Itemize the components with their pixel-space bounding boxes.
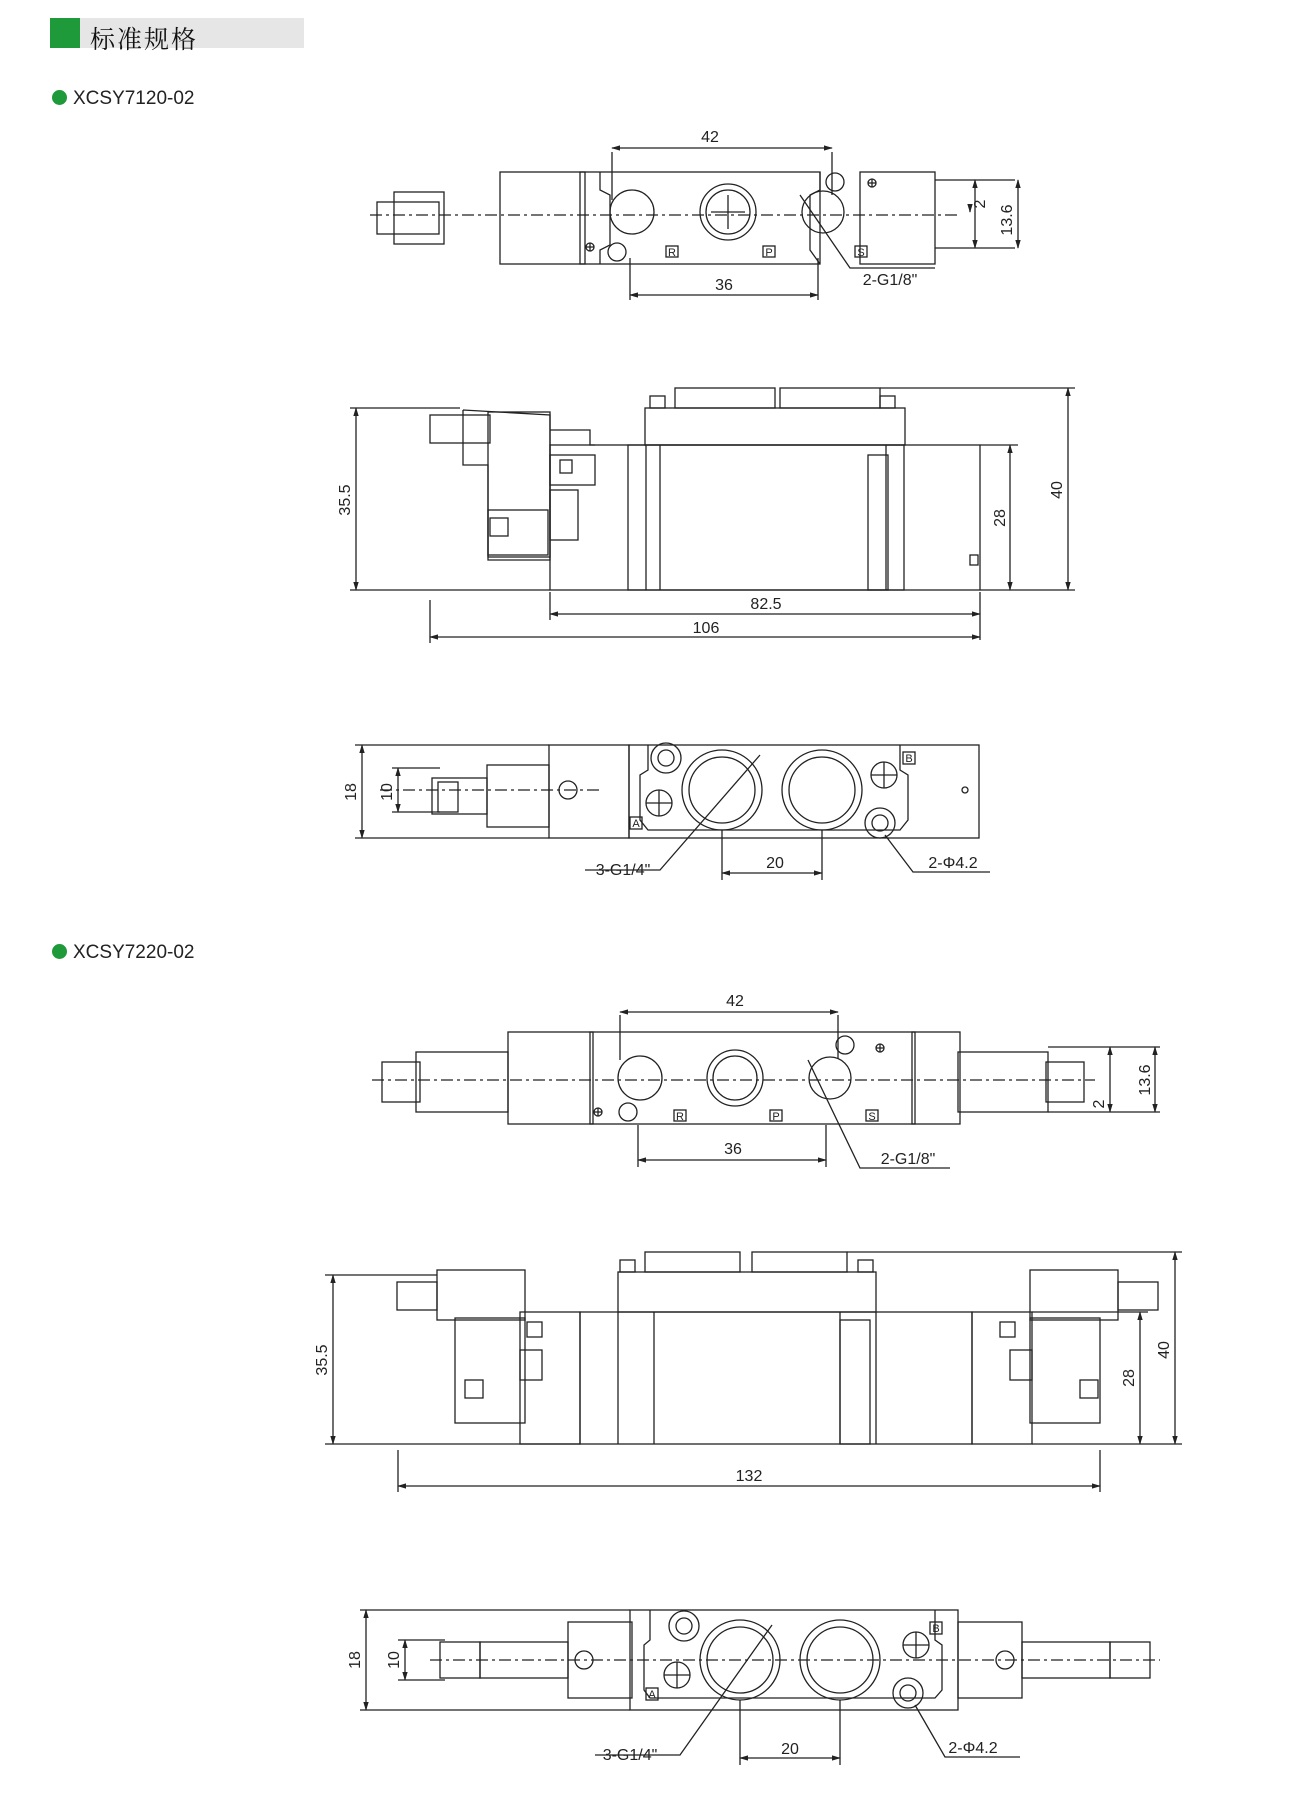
m2-labels bbox=[314, 993, 1173, 1764]
m1-top-port-label: 2-G1/8" bbox=[862, 272, 918, 289]
m2-top-dim-13-6: 13.6 bbox=[1137, 1064, 1154, 1096]
m1-bottom-dim-18: 18 bbox=[343, 783, 360, 801]
m2-top-port-S: S bbox=[868, 1111, 876, 1123]
m1-side-dim-40: 40 bbox=[1049, 481, 1066, 499]
m1-bottom-port-B: B bbox=[905, 753, 913, 765]
m1-top-dim-2: 2 bbox=[972, 199, 989, 209]
m1-bottom-view bbox=[355, 743, 990, 880]
m2-side-dim-40: 40 bbox=[1156, 1341, 1173, 1359]
m1-top-view bbox=[370, 148, 1018, 300]
m2-top-view bbox=[372, 1012, 1160, 1168]
model-name-1: XCSY7120-02 bbox=[73, 88, 195, 109]
m2-bottom-dim-20: 20 bbox=[781, 1741, 799, 1758]
m2-top-port-label: 2-G1/8" bbox=[880, 1151, 936, 1168]
m1-top-port-P: P bbox=[765, 247, 773, 259]
m1-bottom-hole-label: 2-Φ4.2 bbox=[928, 855, 978, 872]
m1-side-dim-28: 28 bbox=[992, 509, 1009, 527]
m2-bottom-port-label: 3-G1/4" bbox=[602, 1747, 658, 1764]
m2-bottom-port-A: A bbox=[648, 1689, 656, 1701]
m1-side-view bbox=[350, 388, 1075, 643]
m1-top-dim-42: 42 bbox=[701, 129, 719, 146]
m2-side-dim-35-5: 35.5 bbox=[314, 1344, 331, 1376]
m2-top-dim-2: 2 bbox=[1091, 1099, 1108, 1109]
m2-side-dim-132: 132 bbox=[735, 1468, 763, 1485]
m2-top-port-P: P bbox=[772, 1111, 780, 1123]
m2-top-dim-36: 36 bbox=[724, 1141, 742, 1158]
m2-top-port-R: R bbox=[676, 1111, 684, 1123]
m1-top-dim-13-6: 13.6 bbox=[999, 204, 1016, 236]
m1-bottom-dim-10: 10 bbox=[379, 783, 396, 801]
m2-side-view bbox=[325, 1252, 1182, 1492]
m1-bottom-dim-20: 20 bbox=[766, 855, 784, 872]
m2-bottom-port-B: B bbox=[932, 1623, 940, 1635]
section-title: 标准规格 bbox=[90, 25, 199, 54]
m2-top-dim-42: 42 bbox=[726, 993, 744, 1010]
m1-top-port-S: S bbox=[857, 247, 865, 259]
m2-bottom-view bbox=[360, 1610, 1160, 1765]
m1-side-dim-106: 106 bbox=[692, 620, 720, 637]
m1-labels bbox=[337, 129, 1066, 879]
m1-top-dim-36: 36 bbox=[715, 277, 733, 294]
m1-bottom-port-label: 3-G1/4" bbox=[595, 862, 651, 879]
m1-bottom-port-A: A bbox=[632, 818, 640, 830]
m2-bottom-dim-18: 18 bbox=[347, 1651, 364, 1669]
m2-bottom-hole-label: 2-Φ4.2 bbox=[948, 1740, 998, 1757]
m2-bottom-dim-10: 10 bbox=[386, 1651, 403, 1669]
model-name-2: XCSY7220-02 bbox=[73, 942, 195, 963]
m1-side-dim-82-5: 82.5 bbox=[750, 596, 782, 613]
m1-top-port-R: R bbox=[668, 247, 676, 259]
m2-side-dim-28: 28 bbox=[1121, 1369, 1138, 1387]
m1-side-dim-35-5: 35.5 bbox=[337, 484, 354, 516]
